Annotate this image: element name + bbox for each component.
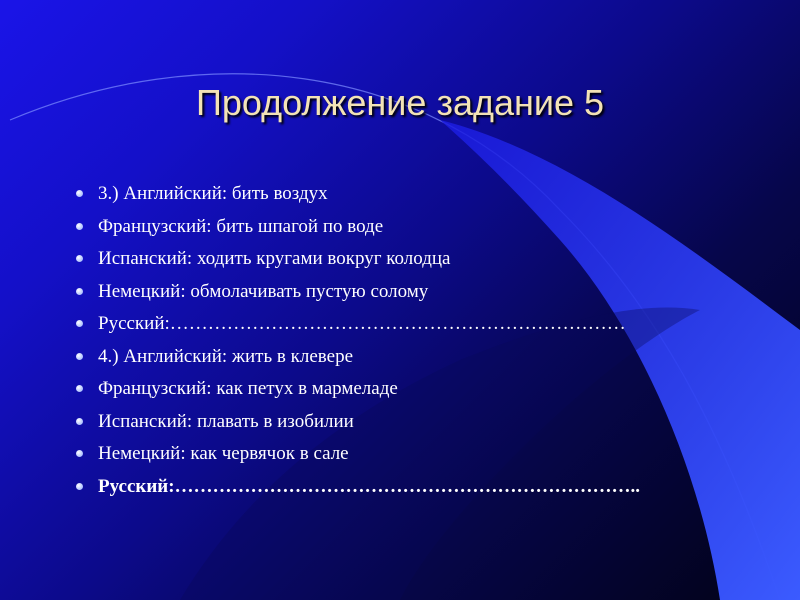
bullet-dot-icon <box>76 190 83 197</box>
bullet-text: Немецкий: обмолачивать пустую солому <box>98 280 429 302</box>
bullet-list <box>76 178 640 503</box>
bullet-item <box>76 406 640 439</box>
bullet-item <box>76 373 640 406</box>
bullet-item <box>76 243 640 276</box>
bullet-text: Французский: бить шпагой по воде <box>98 215 384 237</box>
bullet-dot-icon <box>76 385 83 392</box>
bullet-dot-icon <box>76 483 83 490</box>
bullet-dot-icon <box>76 418 83 425</box>
bullet-item <box>76 308 640 341</box>
bullet-text: Испанский: плавать в изобилии <box>98 410 354 432</box>
slide-title: Продолжение задание 5 <box>195 82 605 123</box>
bullet-item <box>76 341 640 374</box>
bullet-item <box>76 276 640 309</box>
bullet-text: 4.) Английский: жить в клевере <box>98 345 353 367</box>
bullet-dot-icon <box>76 288 83 295</box>
bullet-text: Испанский: ходить кругами вокруг колодца <box>98 248 451 269</box>
bullet-dot-icon <box>76 223 83 230</box>
bullet-item <box>76 471 640 504</box>
bullet-dot-icon <box>76 353 83 360</box>
bullet-dot-icon <box>76 450 83 457</box>
bullet-text: Русский:……………………………………………………………… <box>98 313 626 334</box>
bullet-text: Французский: как петух в мармеладе <box>98 378 398 399</box>
bullet-dot-icon <box>76 320 83 327</box>
bullet-item <box>76 438 640 471</box>
bullet-dot-icon <box>76 255 83 262</box>
bullet-text: 3.) Английский: бить воздух <box>98 183 328 204</box>
bullet-text: Русский:……………………………………………………………….. <box>98 475 641 497</box>
bullet-item <box>76 178 640 211</box>
bullet-item <box>76 211 640 244</box>
bullet-text: Немецкий: как червячок в сале <box>98 443 349 464</box>
